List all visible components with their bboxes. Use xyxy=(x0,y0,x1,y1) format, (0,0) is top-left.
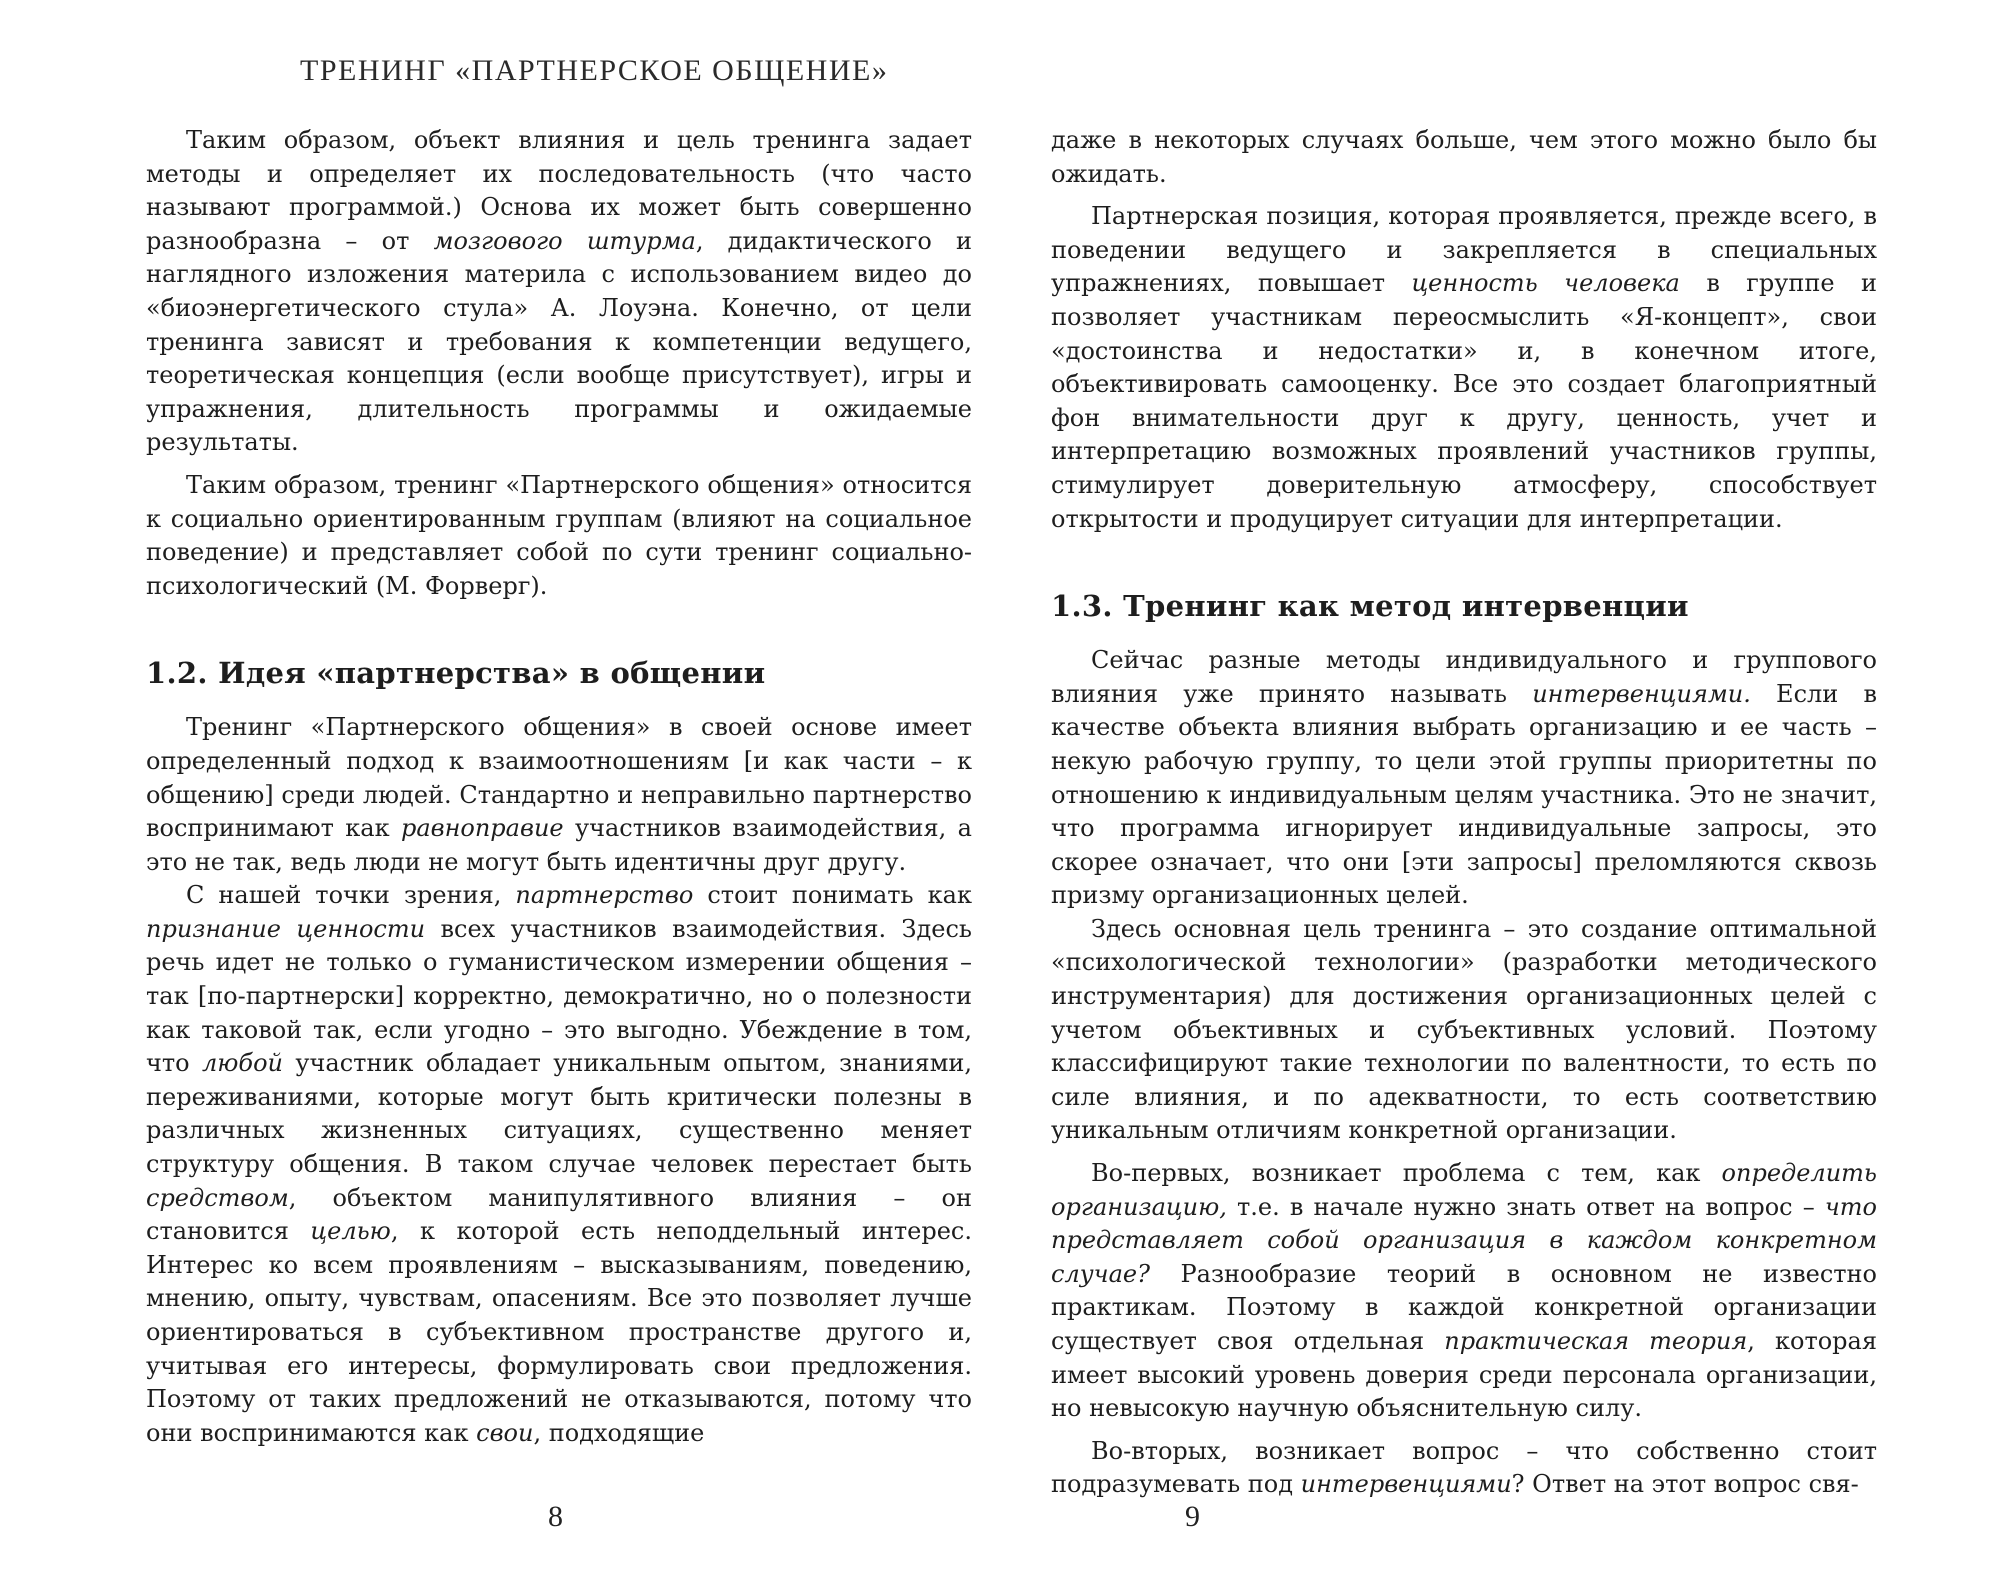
italic-run: мозгового штурма xyxy=(433,226,696,255)
italic-run: интервенциями xyxy=(1300,1470,1512,1499)
text-run: всех участников взаимодействия. Здесь речь идет не только о гуманистическом измерении общения – так [по-партнерски] корректно, демократично, но о полезности как таковой так, если угодно – это выгодно. Убеждение в том, что xyxy=(146,914,972,1078)
text-run: Партнерская позиция, которая проявляется, прежде всего, в поведении ведущего и закрепляется в специальных упражнениях, повышает xyxy=(1051,202,1877,298)
paragraph xyxy=(146,711,972,879)
text-run: т.е. в начале нужно знать ответ на вопрос – xyxy=(1226,1192,1825,1221)
italic-run: целью xyxy=(310,1217,391,1246)
page-number: 8 xyxy=(548,1500,563,1533)
text-run: Во-вторых, возникает вопрос – что собственно стоит подразумевать под xyxy=(1051,1436,1877,1499)
right-text-column xyxy=(1051,124,1877,1502)
italic-run: свои xyxy=(476,1418,534,1447)
paragraph: даже в некоторых случаях больше, чем этого можно было бы ожидать. xyxy=(1051,126,1877,188)
italic-run: любой xyxy=(202,1049,283,1078)
text-run: , которая имеет высокий уровень доверия среди персонала организации, но невысокую научную объяснительную силу. xyxy=(1051,1327,1877,1423)
text-run: С нашей точки зрения, xyxy=(186,881,516,910)
paragraph xyxy=(1051,200,1877,536)
paragraph xyxy=(1051,1157,1877,1426)
paragraph: Здесь основная цель тренинга – это создание оптимальной «психологической технологии» (разработки методического инструментария) для достижения организационных целей с учетом объективных и субъективных условий. Поэтому классифицируют такие технологии по валентности, то есть по силе влияния, и по адекватности, то есть соответствию уникальным отличиям конкретной организации. xyxy=(1051,914,1877,1145)
text-run: Таким образом, объект влияния и цель тренинга задает методы и определяет их последовательность (что часто называют программой.) Основа их может быть совершенно разнообразна – от xyxy=(146,126,972,255)
paragraph xyxy=(146,124,972,460)
text-run: , дидактического и наглядного изложения материла с использованием видео до «биоэнергетического стула» А. Лоуэна. Конечно, от цели тренинга зависят и требования к компетенции ведущего, теоретическая концепция (если вообще присутствует), игры и упражнения, длительность программы и ожидаемые результаты. xyxy=(146,226,973,457)
paragraph xyxy=(1051,1435,1877,1502)
paragraph xyxy=(1051,644,1877,913)
italic-run: средством xyxy=(146,1183,289,1212)
text-run: Если в качестве объекта влияния выбрать организацию и ее часть – некую рабочую группу, то цели этой группы приоритетны по отношению к индивидуальным целям участника. Это не значит, что программа игнорирует индивидуальные запросы, это скорее означает, что они [эти запросы] преломляются сквозь призму организационных целей. xyxy=(1051,679,1877,910)
right-page xyxy=(1000,0,2000,1571)
page-number: 9 xyxy=(1185,1500,1200,1533)
section-heading: 1.3. Тренинг как метод интервенции xyxy=(1051,589,1689,624)
italic-run: практическая теория xyxy=(1444,1327,1748,1355)
italic-run: признание ценности xyxy=(146,914,426,943)
text-run: участник обладает уникальным опытом, знаниями, переживаниями, которые могут быть критически полезны в различных жизненных ситуациях, существенно меняет структуру общения. В таком случае человек перестает быть xyxy=(146,1049,972,1179)
text-run: , подходящие xyxy=(533,1418,705,1447)
paragraph xyxy=(146,879,972,1450)
italic-run: ценность человека xyxy=(1411,269,1680,298)
text-run: , к которой есть неподдельный интерес. Интерес ко всем проявлениям – высказываниям, поведению, мнению, опыту, чувствам, опасениям. Все это позволяет лучше ориентироваться в субъективном пространстве другого и, учитывая его интересы, формулировать свои предложения. Поэтому от таких предложений не отказываются, потому что они воспринимаются как xyxy=(146,1217,972,1447)
text-run: Тренинг «Партнерского общения» в своей основе имеет определенный подход к взаимоотношениям [и как части – к общению] среди людей. Стандартно и неправильно партнерство воспринимают как xyxy=(146,713,972,843)
text-run: Сейчас разные методы индивидуального и группового влияния уже принято называть xyxy=(1051,646,1877,708)
italic-run: определить организацию, xyxy=(1051,1159,1877,1221)
section-heading: 1.2. Идея «партнерства» в общении xyxy=(146,656,766,691)
running-head: ТРЕНИНГ «ПАРТНЕРСКОЕ ОБЩЕНИЕ» xyxy=(300,54,889,87)
text-run: стоит понимать как xyxy=(693,881,972,910)
text-run: в группе и позволяет участникам переосмыслить «Я-концепт», свои «достоинства и недостатки» и, в конечном итоге, объективировать самооценку. Все это создает благоприятный фон внимательности друг к другу, ценность, учет и интерпретацию возможных проявлений участников группы, стимулирует доверительную атмосферу, способствует открытости и продуцирует ситуации для интерпретации. xyxy=(1051,269,1877,533)
text-run: ? Ответ на этот вопрос свя- xyxy=(1511,1470,1859,1499)
left-text-column xyxy=(146,124,972,1450)
text-run: участников взаимодействия, а это не так, ведь люди не могут быть идентичны друг другу. xyxy=(146,814,972,876)
italic-run: партнерство xyxy=(515,881,694,910)
paragraph: Таким образом, тренинг «Партнерского общения» относится к социально ориентированным группам (влияют на социальное поведение) и представляет собой по сути тренинг социально-психологический (М. Форверг). xyxy=(146,470,972,600)
italic-run: что представляет собой организация в каждом конкретном случае? xyxy=(1051,1192,1877,1288)
text-run: , объектом манипулятивного влияния – он становится xyxy=(146,1183,972,1246)
text-run: Во-первых, возникает проблема с тем, как xyxy=(1091,1159,1722,1188)
text-run: Разнообразие теорий в основном не известно практикам. Поэтому в каждой конкретной организации существует своя отдельная xyxy=(1051,1259,1877,1355)
italic-run: равноправие xyxy=(400,814,564,843)
italic-run: интервенциями. xyxy=(1532,679,1751,708)
